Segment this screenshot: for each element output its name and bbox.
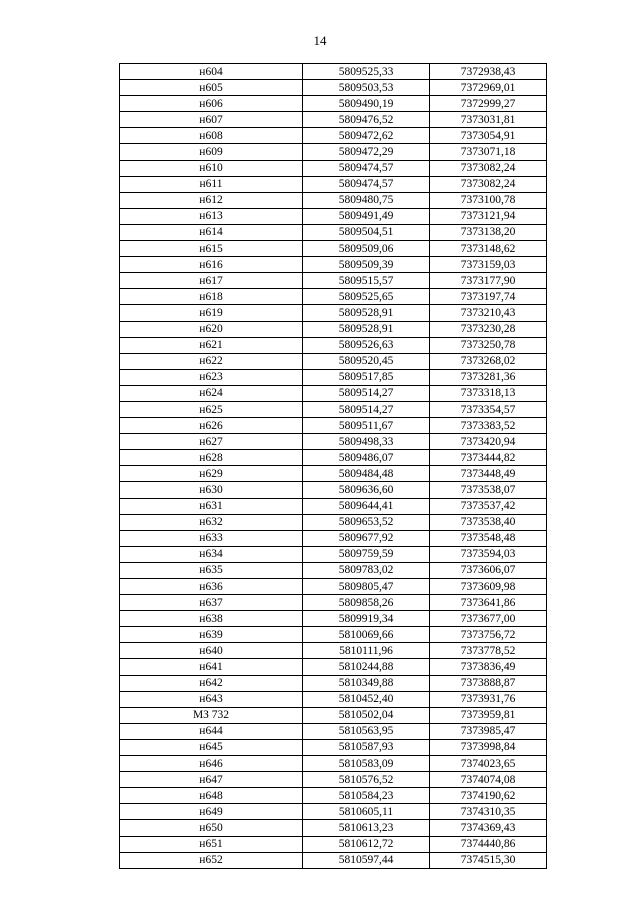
table-row [120,611,547,627]
x-coordinate-cell: 5810587,93 [303,739,430,755]
x-coordinate-cell: 5809474,57 [303,160,430,176]
x-coordinate-cell: 5809525,65 [303,289,430,305]
y-coordinate-cell: 7374369,43 [430,820,547,836]
point-id-cell: н652 [120,852,303,868]
y-coordinate-cell: 7373778,52 [430,643,547,659]
table-row [120,64,547,80]
point-id-cell: н645 [120,739,303,755]
point-id-cell: н626 [120,418,303,434]
point-id-cell: н621 [120,337,303,353]
table-row [120,836,547,852]
y-coordinate-cell: 7373985,47 [430,723,547,739]
y-coordinate-cell: 7373210,43 [430,305,547,321]
x-coordinate-cell: 5809486,07 [303,450,430,466]
point-id-cell: н618 [120,289,303,305]
table-row [120,707,547,723]
table-row [120,691,547,707]
table-row [120,96,547,112]
y-coordinate-cell: 7373054,91 [430,128,547,144]
point-id-cell: н642 [120,675,303,691]
x-coordinate-cell: 5809472,29 [303,144,430,160]
x-coordinate-cell: 5809759,59 [303,546,430,562]
table-row [120,192,547,208]
point-id-cell: н609 [120,144,303,160]
point-id-cell: н637 [120,595,303,611]
y-coordinate-cell: 7373159,03 [430,257,547,273]
y-coordinate-cell: 7373082,24 [430,176,547,192]
y-coordinate-cell: 7373548,48 [430,530,547,546]
page-number: 14 [313,33,327,48]
table-row [120,562,547,578]
point-id-cell: н606 [120,96,303,112]
point-id-cell: н612 [120,192,303,208]
x-coordinate-cell: 5809490,19 [303,96,430,112]
x-coordinate-cell: 5809491,49 [303,208,430,224]
table-row [120,257,547,273]
x-coordinate-cell: 5810069,66 [303,627,430,643]
table-row [120,385,547,401]
y-coordinate-cell: 7373177,90 [430,273,547,289]
x-coordinate-cell: 5810605,11 [303,804,430,820]
table-row [120,788,547,804]
table-row [120,418,547,434]
x-coordinate-cell: 5809677,92 [303,530,430,546]
table-row [120,176,547,192]
x-coordinate-cell: 5809514,27 [303,401,430,417]
table-row [120,498,547,514]
y-coordinate-cell: 7373138,20 [430,224,547,240]
point-id-cell: н647 [120,772,303,788]
point-id-cell: н633 [120,530,303,546]
y-coordinate-cell: 7373354,57 [430,401,547,417]
point-id-cell: н627 [120,434,303,450]
table-row [120,353,547,369]
table-row [120,80,547,96]
x-coordinate-cell: 5809653,52 [303,514,430,530]
point-id-cell: н648 [120,788,303,804]
point-id-cell: н613 [120,208,303,224]
y-coordinate-cell: 7373100,78 [430,192,547,208]
y-coordinate-cell: 7373959,81 [430,707,547,723]
table-row [120,723,547,739]
table-row [120,208,547,224]
x-coordinate-cell: 5809528,91 [303,305,430,321]
table-row [120,675,547,691]
x-coordinate-cell: 5810349,88 [303,675,430,691]
point-id-cell: н619 [120,305,303,321]
point-id-cell: н640 [120,643,303,659]
table-row [120,482,547,498]
y-coordinate-cell: 7374515,30 [430,852,547,868]
table-row [120,160,547,176]
table-row [120,305,547,321]
table-row [120,369,547,385]
y-coordinate-cell: 7373998,84 [430,739,547,755]
y-coordinate-cell: 7373082,24 [430,160,547,176]
y-coordinate-cell: 7374190,62 [430,788,547,804]
y-coordinate-cell: 7373537,42 [430,498,547,514]
table-row [120,579,547,595]
y-coordinate-cell: 7373268,02 [430,353,547,369]
x-coordinate-cell: 5809480,75 [303,192,430,208]
y-coordinate-cell: 7372938,43 [430,64,547,80]
x-coordinate-cell: 5809636,60 [303,482,430,498]
x-coordinate-cell: 5810583,09 [303,756,430,772]
x-coordinate-cell: 5810612,72 [303,836,430,852]
y-coordinate-cell: 7373448,49 [430,466,547,482]
x-coordinate-cell: 5810452,40 [303,691,430,707]
x-coordinate-cell: 5810111,96 [303,643,430,659]
x-coordinate-cell: 5810576,52 [303,772,430,788]
x-coordinate-cell: 5810584,23 [303,788,430,804]
y-coordinate-cell: 7373197,74 [430,289,547,305]
x-coordinate-cell: 5809525,33 [303,64,430,80]
point-id-cell: н616 [120,257,303,273]
point-id-cell: н610 [120,160,303,176]
point-id-cell: н604 [120,64,303,80]
x-coordinate-cell: 5810563,95 [303,723,430,739]
y-coordinate-cell: 7373606,07 [430,562,547,578]
x-coordinate-cell: 5809498,33 [303,434,430,450]
x-coordinate-cell: 5809472,62 [303,128,430,144]
x-coordinate-cell: 5809476,52 [303,112,430,128]
y-coordinate-cell: 7373538,07 [430,482,547,498]
point-id-cell: н608 [120,128,303,144]
point-id-cell: н634 [120,546,303,562]
y-coordinate-cell: 7374440,86 [430,836,547,852]
y-coordinate-cell: 7372969,01 [430,80,547,96]
table-row [120,434,547,450]
x-coordinate-cell: 5809515,57 [303,273,430,289]
table-row [120,595,547,611]
table-row [120,530,547,546]
table-row [120,756,547,772]
point-id-cell: н629 [120,466,303,482]
point-id-cell: н611 [120,176,303,192]
x-coordinate-cell: 5809511,67 [303,418,430,434]
x-coordinate-cell: 5809509,06 [303,241,430,257]
point-id-cell: н650 [120,820,303,836]
x-coordinate-cell: 5809526,63 [303,337,430,353]
point-id-cell: н644 [120,723,303,739]
y-coordinate-cell: 7374074,08 [430,772,547,788]
table-row [120,401,547,417]
y-coordinate-cell: 7373888,87 [430,675,547,691]
x-coordinate-cell: 5809520,45 [303,353,430,369]
y-coordinate-cell: 7373281,36 [430,369,547,385]
table-row [120,450,547,466]
y-coordinate-cell: 7373538,40 [430,514,547,530]
x-coordinate-cell: 5809474,57 [303,176,430,192]
x-coordinate-cell: 5810613,23 [303,820,430,836]
x-coordinate-cell: 5809805,47 [303,579,430,595]
point-id-cell: н614 [120,224,303,240]
coordinates-table-body [120,64,547,869]
x-coordinate-cell: 5809504,51 [303,224,430,240]
table-row [120,224,547,240]
point-id-cell: н625 [120,401,303,417]
point-id-cell: н649 [120,804,303,820]
y-coordinate-cell: 7374023,65 [430,756,547,772]
x-coordinate-cell: 5809509,39 [303,257,430,273]
y-coordinate-cell: 7373677,00 [430,611,547,627]
point-id-cell: н628 [120,450,303,466]
table-row [120,273,547,289]
table-row [120,643,547,659]
point-id-cell: н605 [120,80,303,96]
x-coordinate-cell: 5809783,02 [303,562,430,578]
x-coordinate-cell: 5809644,41 [303,498,430,514]
y-coordinate-cell: 7373121,94 [430,208,547,224]
table-row [120,820,547,836]
point-id-cell: н639 [120,627,303,643]
point-id-cell: МЗ 732 [120,707,303,723]
y-coordinate-cell: 7374310,35 [430,804,547,820]
point-id-cell: н636 [120,579,303,595]
point-id-cell: н623 [120,369,303,385]
point-id-cell: н641 [120,659,303,675]
point-id-cell: н615 [120,241,303,257]
point-id-cell: н617 [120,273,303,289]
table-row [120,659,547,675]
table-row [120,289,547,305]
point-id-cell: н622 [120,353,303,369]
point-id-cell: н620 [120,321,303,337]
y-coordinate-cell: 7373318,13 [430,385,547,401]
y-coordinate-cell: 7373836,49 [430,659,547,675]
y-coordinate-cell: 7373931,76 [430,691,547,707]
x-coordinate-cell: 5809517,85 [303,369,430,385]
y-coordinate-cell: 7372999,27 [430,96,547,112]
x-coordinate-cell: 5809919,34 [303,611,430,627]
y-coordinate-cell: 7373420,94 [430,434,547,450]
x-coordinate-cell: 5809503,53 [303,80,430,96]
point-id-cell: н638 [120,611,303,627]
point-id-cell: н607 [120,112,303,128]
point-id-cell: н651 [120,836,303,852]
table-row [120,739,547,755]
point-id-cell: н630 [120,482,303,498]
y-coordinate-cell: 7373071,18 [430,144,547,160]
table-row [120,241,547,257]
y-coordinate-cell: 7373383,52 [430,418,547,434]
x-coordinate-cell: 5809484,48 [303,466,430,482]
point-id-cell: н631 [120,498,303,514]
table-row [120,112,547,128]
table-row [120,144,547,160]
table-row [120,852,547,868]
table-row [120,772,547,788]
x-coordinate-cell: 5810502,04 [303,707,430,723]
y-coordinate-cell: 7373609,98 [430,579,547,595]
x-coordinate-cell: 5810597,44 [303,852,430,868]
y-coordinate-cell: 7373230,28 [430,321,547,337]
point-id-cell: н643 [120,691,303,707]
table-row [120,128,547,144]
table-row [120,337,547,353]
y-coordinate-cell: 7373148,62 [430,241,547,257]
y-coordinate-cell: 7373756,72 [430,627,547,643]
table-row [120,546,547,562]
y-coordinate-cell: 7373444,82 [430,450,547,466]
point-id-cell: н635 [120,562,303,578]
table-row [120,627,547,643]
coordinates-table [119,63,547,869]
table-row [120,466,547,482]
x-coordinate-cell: 5810244,88 [303,659,430,675]
y-coordinate-cell: 7373594,03 [430,546,547,562]
table-row [120,321,547,337]
point-id-cell: н632 [120,514,303,530]
x-coordinate-cell: 5809528,91 [303,321,430,337]
table-row [120,804,547,820]
y-coordinate-cell: 7373250,78 [430,337,547,353]
table-row [120,514,547,530]
x-coordinate-cell: 5809858,26 [303,595,430,611]
y-coordinate-cell: 7373641,86 [430,595,547,611]
point-id-cell: н624 [120,385,303,401]
y-coordinate-cell: 7373031,81 [430,112,547,128]
x-coordinate-cell: 5809514,27 [303,385,430,401]
point-id-cell: н646 [120,756,303,772]
